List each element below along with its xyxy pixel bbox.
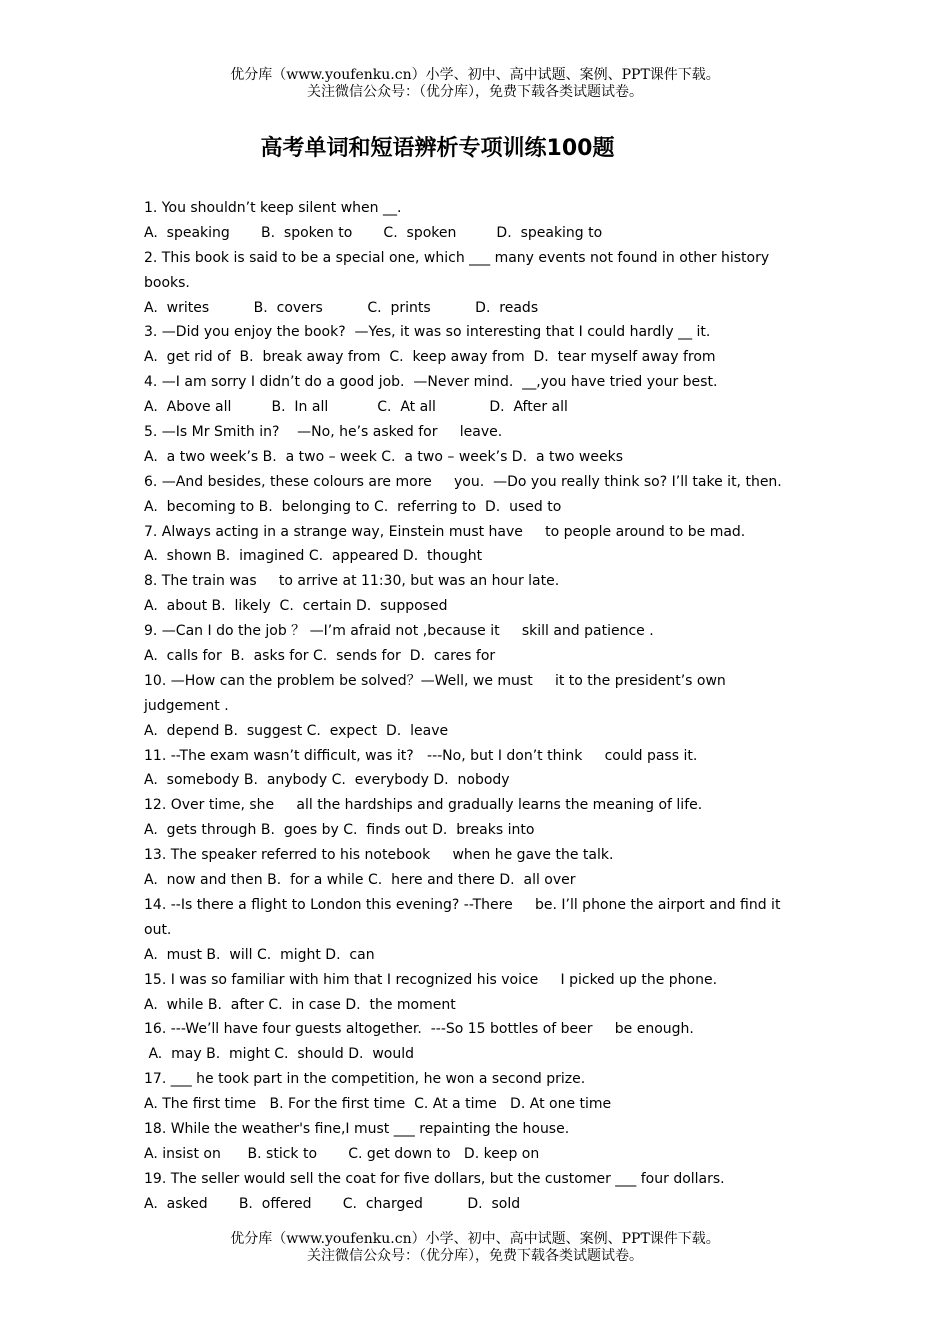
question-text-line: 19. The seller would sell the coat for five dollars, but the customer ___ four dollars. <box>144 1170 725 1187</box>
answer-options-line: A. insist on B. stick to C. get down to D. keep on <box>144 1145 540 1162</box>
question-text-line: 16. ---We’ll have four guests altogether. ---So 15 bottles of beer be enough. <box>144 1021 694 1038</box>
answer-options-line: A. now and then B. for a while C. here and there D. all over <box>144 872 576 889</box>
question-text-line: 10. —How can the problem be solved？—Well, we must it to the president’s own <box>144 672 726 689</box>
footer-line-2: 关注微信公众号：（优分库），免费下载各类试题试卷。 <box>307 1248 643 1264</box>
answer-options-line: A. must B. will C. might D. can <box>144 946 375 963</box>
answer-options-line: A. depend B. suggest C. expect D. leave <box>144 722 449 739</box>
question-text-line: 11. --The exam wasn’t difficult, was it? ---No, but I don’t think could pass it. <box>144 747 698 764</box>
answer-options-line: A. get rid of B. break away from C. keep away from D. tear myself away from <box>144 349 716 366</box>
question-text-line: judgement . <box>144 697 229 714</box>
question-text-line: 4. —I am sorry I didn’t do a good job. —Never mind. __,you have tried your best. <box>144 374 718 391</box>
answer-options-line: A. Above all B. In all C. At all D. After all <box>144 399 568 416</box>
question-text-line: 13. The speaker referred to his notebook when he gave the talk. <box>144 847 614 864</box>
answer-options-line: A. asked B. offered C. charged D. sold <box>144 1195 521 1212</box>
header-line-2: 关注微信公众号：（优分库），免费下载各类试题试卷。 <box>307 84 643 100</box>
answer-options-line: A. shown B. imagined C. appeared D. thought <box>144 548 483 565</box>
question-text-line: out. <box>144 921 172 938</box>
question-text-line: 7. Always acting in a strange way, Einstein must have to people around to be mad. <box>144 523 746 540</box>
answer-options-line: A. gets through B. goes by C. finds out D. breaks into <box>144 822 535 839</box>
answer-options-line: A. calls for B. asks for C. sends for D. cares for <box>144 648 496 665</box>
question-text-line: 8. The train was to arrive at 11:30, but was an hour late. <box>144 573 560 590</box>
answer-options-line: A. writes B. covers C. prints D. reads <box>144 299 539 316</box>
question-text-line: 17. ___ he took part in the competition, he won a second prize. <box>144 1071 586 1088</box>
answer-options-line: A. somebody B. anybody C. everybody D. nobody <box>144 772 510 789</box>
header-line-1: 优分库（www.youfenku.cn）小学、初中、高中试题、案例、PPT课件下载。 <box>230 67 720 83</box>
question-text-line: 12. Over time, she all the hardships and gradually learns the meaning of life. <box>144 797 703 814</box>
question-text-line: 1. You shouldn’t keep silent when __. <box>144 200 402 216</box>
question-text-line: 2. This book is said to be a special one, which ___ many events not found in other history <box>144 249 770 266</box>
footer-line-1: 优分库（www.youfenku.cn）小学、初中、高中试题、案例、PPT课件下载。 <box>230 1231 720 1247</box>
answer-options-line: A. while B. after C. in case D. the moment <box>144 996 456 1013</box>
question-text-line: 14. --Is there a flight to London this evening? --There be. I’ll phone the airport and find it <box>144 896 781 913</box>
question-text-line: books. <box>144 274 190 291</box>
question-text-line: 3. —Did you enjoy the book? —Yes, it was so interesting that I could hardly __ it. <box>144 324 711 341</box>
page-header <box>0 67 950 101</box>
answer-options-line: A. may B. might C. should D. would <box>144 1046 415 1063</box>
answer-options-line: A. speaking B. spoken to C. spoken D. speaking to <box>144 224 603 241</box>
page-footer <box>0 1231 950 1265</box>
answer-options-line: A. The first time B. For the first time C. At a time D. At one time <box>144 1096 612 1113</box>
question-text-line: 18. While the weather's fine,I must ___ repainting the house. <box>144 1120 570 1137</box>
page-title: 高考单词和短语辨析专项训练100题 <box>260 136 615 161</box>
answer-options-line: A. a two week’s B. a two – week C. a two – week’s D. a two weeks <box>144 448 624 465</box>
question-text-line: 9. —Can I do the job ？ —I’m afraid not ,because it skill and patience . <box>144 623 654 640</box>
question-text-line: 6. —And besides, these colours are more you. —Do you really think so? I’ll take it, then. <box>144 473 782 490</box>
question-list <box>144 196 804 1217</box>
answer-options-line: A. becoming to B. belonging to C. referring to D. used to <box>144 498 562 515</box>
answer-options-line: A. about B. likely C. certain D. supposed <box>144 598 448 615</box>
question-text-line: 5. —Is Mr Smith in? —No, he’s asked for leave. <box>144 424 503 441</box>
question-text-line: 15. I was so familiar with him that I recognized his voice I picked up the phone. <box>144 971 718 988</box>
